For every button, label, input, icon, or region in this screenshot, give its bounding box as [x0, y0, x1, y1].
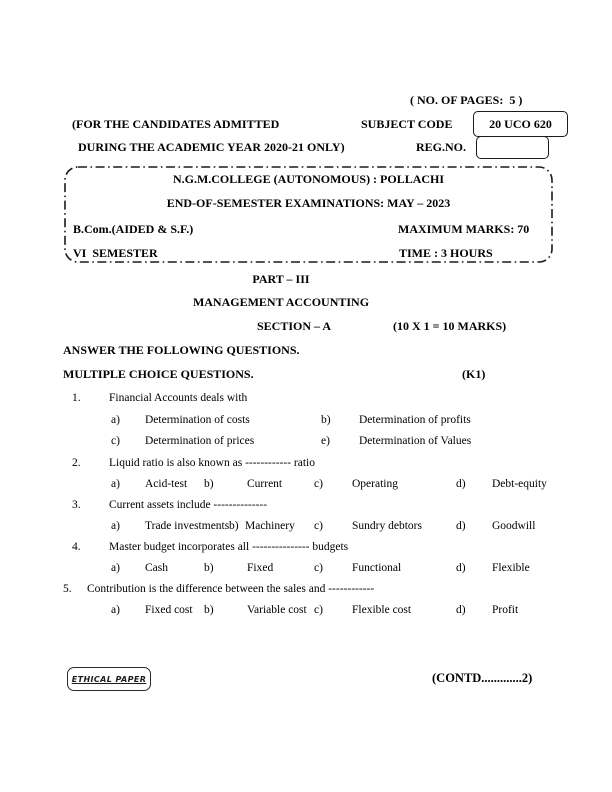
option-letter: d): [456, 520, 466, 532]
option-letter: c): [314, 604, 323, 616]
option-text: Determination of prices: [145, 435, 255, 447]
option-letter: a): [111, 604, 120, 616]
question-type: MULTIPLE CHOICE QUESTIONS.: [63, 367, 254, 381]
option-text: Machinery: [245, 520, 295, 532]
candidates-admitted-line1: (FOR THE CANDIDATES ADMITTED: [72, 117, 280, 131]
option-letter: c): [314, 520, 323, 532]
option-text: Cash: [145, 562, 168, 574]
part-title: PART – III: [252, 272, 310, 286]
section-marks: (10 X 1 = 10 MARKS): [393, 319, 507, 333]
option-text: Fixed: [247, 562, 274, 574]
option-letter: b): [204, 562, 214, 574]
question-text: Master budget incorporates all --------------- budgets: [109, 541, 349, 553]
subject-code-label: SUBJECT CODE: [361, 117, 453, 131]
option-letter: a): [111, 478, 120, 490]
subject-code-box: [473, 111, 568, 137]
question-text: Liquid ratio is also known as ------------ ratio: [109, 457, 315, 469]
option-text: Flexible cost: [352, 604, 412, 616]
exam-info-box: [64, 166, 553, 263]
option-letter: b): [204, 478, 214, 490]
option-letter: b): [204, 604, 214, 616]
option-letter: d): [456, 478, 466, 490]
option-letter: b): [321, 414, 331, 426]
option-text: Determination of profits: [359, 414, 471, 426]
option-letter: a): [111, 562, 120, 574]
question-text: Financial Accounts deals with: [109, 392, 248, 404]
option-letter: a): [111, 520, 120, 532]
option-text: Functional: [352, 562, 402, 574]
ethical-paper-stamp-label: ETHICAL PAPER: [71, 674, 147, 684]
college-name: N.G.M.COLLEGE (AUTONOMOUS) : POLLACHI: [172, 172, 445, 186]
option-letter: b): [229, 520, 239, 532]
option-text: Determination of costs: [145, 414, 250, 426]
option-text: Operating: [352, 478, 398, 490]
question-text: Current assets include --------------: [109, 499, 268, 511]
question-number: 3.: [72, 499, 81, 511]
option-letter: c): [314, 562, 323, 574]
semester: VI SEMESTER: [73, 246, 158, 260]
question-number: 2.: [72, 457, 81, 469]
option-text: Acid-test: [145, 478, 188, 490]
option-letter: d): [456, 604, 466, 616]
candidates-admitted-line2: DURING THE ACADEMIC YEAR 2020-21 ONLY): [78, 140, 345, 154]
continued-page-note: (CONTD.............2): [432, 671, 533, 685]
question-number: 1.: [72, 392, 81, 404]
question-text: Contribution is the difference between the sales and ------------: [87, 583, 375, 595]
answer-instruction: ANSWER THE FOLLOWING QUESTIONS.: [63, 343, 300, 357]
section-title: SECTION – A: [257, 319, 332, 333]
course-name: B.Com.(AIDED & S.F.): [73, 222, 194, 236]
option-text: Fixed cost: [145, 604, 193, 616]
option-text: Determination of Values: [359, 435, 472, 447]
exam-time: TIME : 3 HOURS: [399, 246, 493, 260]
option-text: Goodwill: [492, 520, 536, 532]
reg-no-box: [476, 136, 549, 159]
option-letter: e): [321, 435, 330, 447]
question-number: 4.: [72, 541, 81, 553]
option-text: Trade investments: [145, 520, 230, 532]
option-text: Profit: [492, 604, 519, 616]
option-letter: c): [314, 478, 323, 490]
no-of-pages: ( NO. OF PAGES: 5 ): [410, 93, 523, 107]
subject-code-value: 20 UCO 620: [489, 117, 552, 131]
ethical-paper-stamp: [67, 667, 151, 691]
option-text: Current: [247, 478, 283, 490]
option-text: Sundry debtors: [352, 520, 422, 532]
option-text: Flexible: [492, 562, 530, 574]
option-letter: a): [111, 414, 120, 426]
subject-title: MANAGEMENT ACCOUNTING: [192, 295, 370, 309]
option-text: Variable cost: [247, 604, 307, 616]
question-number: 5.: [63, 583, 72, 595]
k-level: (K1): [462, 367, 486, 381]
option-text: Debt-equity: [492, 478, 547, 490]
option-letter: c): [111, 435, 120, 447]
option-letter: d): [456, 562, 466, 574]
reg-no-label: REG.NO.: [416, 140, 467, 154]
exam-title: END-OF-SEMESTER EXAMINATIONS: MAY – 2023: [166, 196, 451, 210]
maximum-marks: MAXIMUM MARKS: 70: [398, 222, 530, 236]
